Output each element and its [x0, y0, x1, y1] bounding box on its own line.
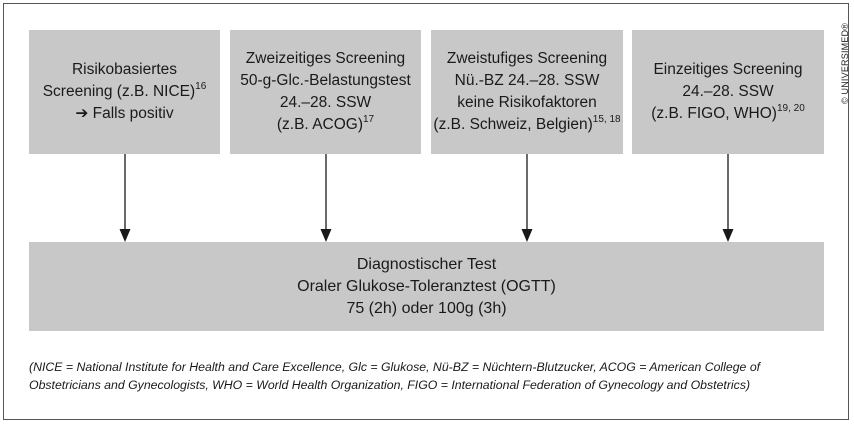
box-line: Einzeitiges Screening	[653, 61, 803, 78]
screening-box-two-stage	[431, 30, 623, 154]
arrow-down-icon	[119, 154, 131, 242]
box-line: ➔ Falls positiv	[75, 105, 174, 122]
screening-box-two-step	[230, 30, 421, 154]
footnote-line: (NICE = National Institute for Health and Care Excellence, Glc = Glukose, Nü-BZ = Nüchtern-Blutzucker, ACOG = American College of	[29, 360, 761, 374]
box-line: Zweistufiges Screening	[446, 50, 608, 67]
box-line: keine Risikofaktoren	[457, 94, 597, 111]
diagnostic-test-name: Oraler Glukose-Toleranztest (OGTT)	[297, 277, 556, 295]
copyright-text: © UNIVERSIMED®	[840, 22, 850, 104]
reference-sup: 15, 18	[592, 113, 621, 125]
box-line: (z.B. FIGO, WHO)$^{19, 20}$	[651, 102, 805, 122]
diagnostic-title: Diagnostischer Test	[356, 255, 497, 273]
arrow-down-icon	[521, 154, 533, 242]
diagnostic-test-box	[29, 242, 824, 331]
box-line: Zweizeitiges Screening	[245, 50, 406, 67]
box-line: 24.–28. SSW	[279, 94, 372, 111]
box-line: (z.B. Schweiz, Belgien)$^{15, 18}$	[433, 113, 621, 133]
arrow-down-icon	[722, 154, 734, 242]
arrow-down-icon	[320, 154, 332, 242]
abbreviation-footnote	[29, 358, 819, 394]
box-line: Screening (z.B. NICE)$^{16}$	[42, 80, 207, 100]
footnote-line: Obstetricians and Gynecologists, WHO = World Health Organization, FIGO = International Federation of Gynecology and Obstetrics)	[29, 378, 751, 392]
box-line: 50-g-Glc.-Belastungstest	[240, 72, 411, 89]
box-line: Risikobasiertes	[71, 61, 178, 78]
copyright-notice	[828, 12, 850, 112]
box-line: Nü.-BZ 24.–28. SSW	[454, 72, 600, 89]
reference-sup: 17	[363, 113, 375, 125]
diagnostic-dosage: 75 (2h) oder 100g (3h)	[346, 299, 507, 317]
screening-box-one-step	[632, 30, 824, 154]
box-line: 24.–28. SSW	[682, 83, 774, 100]
box-line: (z.B. ACOG)$^{17}$	[276, 113, 375, 133]
reference-sup: 19, 20	[776, 102, 805, 114]
reference-sup: 16	[195, 80, 207, 92]
screening-box-risk-based	[29, 30, 220, 154]
